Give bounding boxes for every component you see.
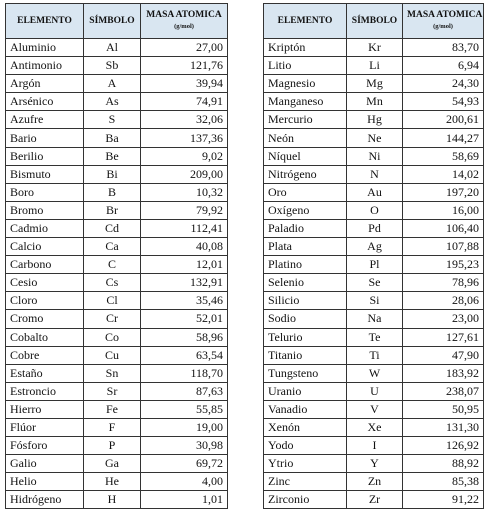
element-symbol-cell: W bbox=[347, 364, 403, 382]
element-symbol-cell: S bbox=[84, 111, 141, 129]
table-row bbox=[6, 346, 228, 364]
element-mass-cell: 88,92 bbox=[403, 455, 484, 473]
element-mass-cell: 91,22 bbox=[403, 491, 484, 509]
element-name-cell: Plata bbox=[264, 238, 347, 256]
element-symbol-cell: Si bbox=[347, 292, 403, 310]
element-mass-cell: 24,30 bbox=[403, 75, 484, 93]
table-row bbox=[6, 183, 228, 201]
header-symbol: SÍMBOLO bbox=[347, 4, 403, 39]
element-symbol-cell: Sr bbox=[84, 382, 141, 400]
element-name-cell: Bismuto bbox=[6, 165, 84, 183]
element-symbol-cell: Mg bbox=[347, 75, 403, 93]
element-symbol-cell: Mn bbox=[347, 93, 403, 111]
table-row bbox=[6, 238, 228, 256]
element-name-cell: Cobalto bbox=[6, 328, 84, 346]
element-name-cell: Cloro bbox=[6, 292, 84, 310]
element-mass-cell: 19,00 bbox=[141, 418, 228, 436]
element-name-cell: Níquel bbox=[264, 147, 347, 165]
element-mass-cell: 209,00 bbox=[141, 165, 228, 183]
element-symbol-cell: Sn bbox=[84, 364, 141, 382]
element-name-cell: Tungsteno bbox=[264, 364, 347, 382]
element-symbol-cell: P bbox=[84, 437, 141, 455]
element-mass-cell: 12,01 bbox=[141, 256, 228, 274]
element-symbol-cell: Cu bbox=[84, 346, 141, 364]
header-symbol: SÍMBOLO bbox=[84, 4, 141, 39]
element-mass-cell: 35,46 bbox=[141, 292, 228, 310]
element-name-cell: Zinc bbox=[264, 473, 347, 491]
element-symbol-cell: Xe bbox=[347, 418, 403, 436]
element-mass-cell: 58,96 bbox=[141, 328, 228, 346]
element-mass-cell: 69,72 bbox=[141, 455, 228, 473]
table-row bbox=[6, 39, 228, 57]
element-name-cell: Cesio bbox=[6, 274, 84, 292]
element-name-cell: Azufre bbox=[6, 111, 84, 129]
element-name-cell: Silicio bbox=[264, 292, 347, 310]
element-name-cell: Fósforo bbox=[6, 437, 84, 455]
table-row bbox=[264, 292, 484, 310]
table-body-right bbox=[264, 39, 484, 509]
element-symbol-cell: C bbox=[84, 256, 141, 274]
element-mass-cell: 107,88 bbox=[403, 238, 484, 256]
table-row bbox=[264, 473, 484, 491]
table-row bbox=[264, 147, 484, 165]
element-symbol-cell: Hg bbox=[347, 111, 403, 129]
table-row bbox=[264, 274, 484, 292]
element-name-cell: Oro bbox=[264, 183, 347, 201]
element-symbol-cell: N bbox=[347, 165, 403, 183]
element-mass-cell: 47,90 bbox=[403, 346, 484, 364]
header-element: ELEMENTO bbox=[6, 4, 84, 39]
header-row bbox=[264, 4, 484, 39]
element-name-cell: Bario bbox=[6, 129, 84, 147]
element-symbol-cell: Zn bbox=[347, 473, 403, 491]
table-row bbox=[264, 39, 484, 57]
element-mass-cell: 87,63 bbox=[141, 382, 228, 400]
element-name-cell: Ytrio bbox=[264, 455, 347, 473]
table-row bbox=[264, 346, 484, 364]
element-name-cell: Cadmio bbox=[6, 219, 84, 237]
table-row bbox=[264, 201, 484, 219]
element-mass-cell: 126,92 bbox=[403, 437, 484, 455]
element-name-cell: Berilio bbox=[6, 147, 84, 165]
element-symbol-cell: Ca bbox=[84, 238, 141, 256]
table-row bbox=[6, 364, 228, 382]
element-name-cell: Cobre bbox=[6, 346, 84, 364]
element-name-cell: Arsénico bbox=[6, 93, 84, 111]
header-mass-unit: (g/mol) bbox=[174, 23, 194, 30]
element-mass-cell: 118,70 bbox=[141, 364, 228, 382]
element-mass-cell: 83,70 bbox=[403, 39, 484, 57]
element-name-cell: Litio bbox=[264, 57, 347, 75]
element-mass-cell: 137,36 bbox=[141, 129, 228, 147]
element-mass-cell: 10,32 bbox=[141, 183, 228, 201]
table-row bbox=[6, 400, 228, 418]
element-symbol-cell: As bbox=[84, 93, 141, 111]
element-symbol-cell: Pd bbox=[347, 219, 403, 237]
element-name-cell: Magnesio bbox=[264, 75, 347, 93]
element-name-cell: Titanio bbox=[264, 346, 347, 364]
table-row bbox=[6, 292, 228, 310]
table-row bbox=[6, 437, 228, 455]
table-row bbox=[264, 219, 484, 237]
element-name-cell: Estroncio bbox=[6, 382, 84, 400]
element-symbol-cell: Ni bbox=[347, 147, 403, 165]
element-symbol-cell: U bbox=[347, 382, 403, 400]
table-row bbox=[264, 183, 484, 201]
element-name-cell: Sodio bbox=[264, 310, 347, 328]
element-name-cell: Hierro bbox=[6, 400, 84, 418]
element-name-cell: Boro bbox=[6, 183, 84, 201]
table-row bbox=[6, 455, 228, 473]
element-name-cell: Zirconio bbox=[264, 491, 347, 509]
element-mass-cell: 16,00 bbox=[403, 201, 484, 219]
element-mass-cell: 52,01 bbox=[141, 310, 228, 328]
header-mass-label: MASA ATOMICA bbox=[407, 10, 483, 20]
element-symbol-cell: O bbox=[347, 201, 403, 219]
header-mass-label: MASA ATOMICA bbox=[146, 10, 222, 20]
element-mass-cell: 27,00 bbox=[141, 39, 228, 57]
element-symbol-cell: V bbox=[347, 400, 403, 418]
table-row bbox=[6, 274, 228, 292]
element-name-cell: Cromo bbox=[6, 310, 84, 328]
element-symbol-cell: Sb bbox=[84, 57, 141, 75]
element-mass-cell: 50,95 bbox=[403, 400, 484, 418]
table-row bbox=[264, 75, 484, 93]
element-name-cell: Uranio bbox=[264, 382, 347, 400]
table-row bbox=[6, 75, 228, 93]
element-name-cell: Carbono bbox=[6, 256, 84, 274]
element-mass-cell: 106,40 bbox=[403, 219, 484, 237]
element-symbol-cell: Li bbox=[347, 57, 403, 75]
element-mass-cell: 58,69 bbox=[403, 147, 484, 165]
element-name-cell: Helio bbox=[6, 473, 84, 491]
element-mass-cell: 195,23 bbox=[403, 256, 484, 274]
element-name-cell: Yodo bbox=[264, 437, 347, 455]
element-mass-cell: 183,92 bbox=[403, 364, 484, 382]
table-row bbox=[6, 219, 228, 237]
element-name-cell: Argón bbox=[6, 75, 84, 93]
table-row bbox=[6, 129, 228, 147]
element-symbol-cell: Cd bbox=[84, 219, 141, 237]
element-symbol-cell: He bbox=[84, 473, 141, 491]
element-symbol-cell: Zr bbox=[347, 491, 403, 509]
table-row bbox=[264, 238, 484, 256]
table-row bbox=[6, 473, 228, 491]
element-symbol-cell: Au bbox=[347, 183, 403, 201]
table-row bbox=[264, 93, 484, 111]
element-name-cell: Mercurio bbox=[264, 111, 347, 129]
header-mass bbox=[403, 4, 484, 39]
element-mass-cell: 6,94 bbox=[403, 57, 484, 75]
table-row bbox=[6, 57, 228, 75]
element-name-cell: Manganeso bbox=[264, 93, 347, 111]
element-symbol-cell: B bbox=[84, 183, 141, 201]
element-mass-cell: 121,76 bbox=[141, 57, 228, 75]
element-symbol-cell: Pl bbox=[347, 256, 403, 274]
element-symbol-cell: Na bbox=[347, 310, 403, 328]
elements-table-right bbox=[263, 3, 484, 509]
element-name-cell: Estaño bbox=[6, 364, 84, 382]
element-mass-cell: 127,61 bbox=[403, 328, 484, 346]
table-row bbox=[264, 129, 484, 147]
table-row bbox=[6, 147, 228, 165]
element-mass-cell: 23,00 bbox=[403, 310, 484, 328]
element-symbol-cell: Br bbox=[84, 201, 141, 219]
element-mass-cell: 1,01 bbox=[141, 491, 228, 509]
element-mass-cell: 144,27 bbox=[403, 129, 484, 147]
element-name-cell: Telurio bbox=[264, 328, 347, 346]
element-mass-cell: 32,06 bbox=[141, 111, 228, 129]
element-mass-cell: 197,20 bbox=[403, 183, 484, 201]
table-row bbox=[6, 256, 228, 274]
header-element: ELEMENTO bbox=[264, 4, 347, 39]
table-row bbox=[264, 256, 484, 274]
element-mass-cell: 54,93 bbox=[403, 93, 484, 111]
element-name-cell: Flúor bbox=[6, 418, 84, 436]
table-row bbox=[6, 111, 228, 129]
table-row bbox=[6, 328, 228, 346]
table-row bbox=[6, 201, 228, 219]
element-mass-cell: 78,96 bbox=[403, 274, 484, 292]
element-name-cell: Platino bbox=[264, 256, 347, 274]
element-name-cell: Kriptón bbox=[264, 39, 347, 57]
element-mass-cell: 30,98 bbox=[141, 437, 228, 455]
element-name-cell: Antimonio bbox=[6, 57, 84, 75]
table-body-left bbox=[6, 39, 228, 509]
elements-table-left bbox=[5, 3, 228, 509]
element-mass-cell: 55,85 bbox=[141, 400, 228, 418]
element-symbol-cell: Ag bbox=[347, 238, 403, 256]
element-symbol-cell: F bbox=[84, 418, 141, 436]
element-mass-cell: 85,38 bbox=[403, 473, 484, 491]
element-symbol-cell: I bbox=[347, 437, 403, 455]
element-symbol-cell: Bi bbox=[84, 165, 141, 183]
header-row bbox=[6, 4, 228, 39]
table-row bbox=[264, 111, 484, 129]
element-mass-cell: 28,06 bbox=[403, 292, 484, 310]
table-row bbox=[264, 437, 484, 455]
table-row bbox=[264, 165, 484, 183]
element-name-cell: Nitrógeno bbox=[264, 165, 347, 183]
table-row bbox=[264, 400, 484, 418]
table-row bbox=[264, 491, 484, 509]
header-mass bbox=[141, 4, 228, 39]
element-mass-cell: 79,92 bbox=[141, 201, 228, 219]
table-row bbox=[6, 382, 228, 400]
element-mass-cell: 131,30 bbox=[403, 418, 484, 436]
table-row bbox=[264, 418, 484, 436]
element-name-cell: Calcio bbox=[6, 238, 84, 256]
table-row bbox=[264, 364, 484, 382]
element-symbol-cell: Kr bbox=[347, 39, 403, 57]
element-symbol-cell: Se bbox=[347, 274, 403, 292]
element-symbol-cell: Y bbox=[347, 455, 403, 473]
element-name-cell: Bromo bbox=[6, 201, 84, 219]
element-symbol-cell: A bbox=[84, 75, 141, 93]
element-name-cell: Xenón bbox=[264, 418, 347, 436]
element-name-cell: Paladio bbox=[264, 219, 347, 237]
table-row bbox=[264, 328, 484, 346]
element-mass-cell: 238,07 bbox=[403, 382, 484, 400]
table-row bbox=[264, 382, 484, 400]
table-row bbox=[6, 418, 228, 436]
table-row bbox=[264, 455, 484, 473]
element-symbol-cell: Be bbox=[84, 147, 141, 165]
element-symbol-cell: Fe bbox=[84, 400, 141, 418]
element-mass-cell: 112,41 bbox=[141, 219, 228, 237]
table-row bbox=[6, 491, 228, 509]
element-symbol-cell: Co bbox=[84, 328, 141, 346]
element-symbol-cell: Ba bbox=[84, 129, 141, 147]
element-mass-cell: 9,02 bbox=[141, 147, 228, 165]
header-mass-unit: (g/mol) bbox=[433, 23, 453, 30]
table-row bbox=[264, 310, 484, 328]
element-mass-cell: 39,94 bbox=[141, 75, 228, 93]
table-row bbox=[264, 57, 484, 75]
element-mass-cell: 200,61 bbox=[403, 111, 484, 129]
element-name-cell: Selenio bbox=[264, 274, 347, 292]
element-name-cell: Hidrógeno bbox=[6, 491, 84, 509]
element-symbol-cell: Cl bbox=[84, 292, 141, 310]
table-row bbox=[6, 165, 228, 183]
element-name-cell: Aluminio bbox=[6, 39, 84, 57]
element-symbol-cell: Ga bbox=[84, 455, 141, 473]
element-mass-cell: 74,91 bbox=[141, 93, 228, 111]
element-symbol-cell: Ne bbox=[347, 129, 403, 147]
element-symbol-cell: Te bbox=[347, 328, 403, 346]
element-symbol-cell: Al bbox=[84, 39, 141, 57]
element-mass-cell: 40,08 bbox=[141, 238, 228, 256]
element-name-cell: Galio bbox=[6, 455, 84, 473]
element-name-cell: Oxígeno bbox=[264, 201, 347, 219]
element-name-cell: Neón bbox=[264, 129, 347, 147]
element-symbol-cell: Cs bbox=[84, 274, 141, 292]
element-name-cell: Vanadio bbox=[264, 400, 347, 418]
table-row bbox=[6, 310, 228, 328]
table-row bbox=[6, 93, 228, 111]
element-mass-cell: 63,54 bbox=[141, 346, 228, 364]
element-mass-cell: 4,00 bbox=[141, 473, 228, 491]
element-symbol-cell: Ti bbox=[347, 346, 403, 364]
element-mass-cell: 132,91 bbox=[141, 274, 228, 292]
element-mass-cell: 14,02 bbox=[403, 165, 484, 183]
element-symbol-cell: Cr bbox=[84, 310, 141, 328]
element-symbol-cell: H bbox=[84, 491, 141, 509]
